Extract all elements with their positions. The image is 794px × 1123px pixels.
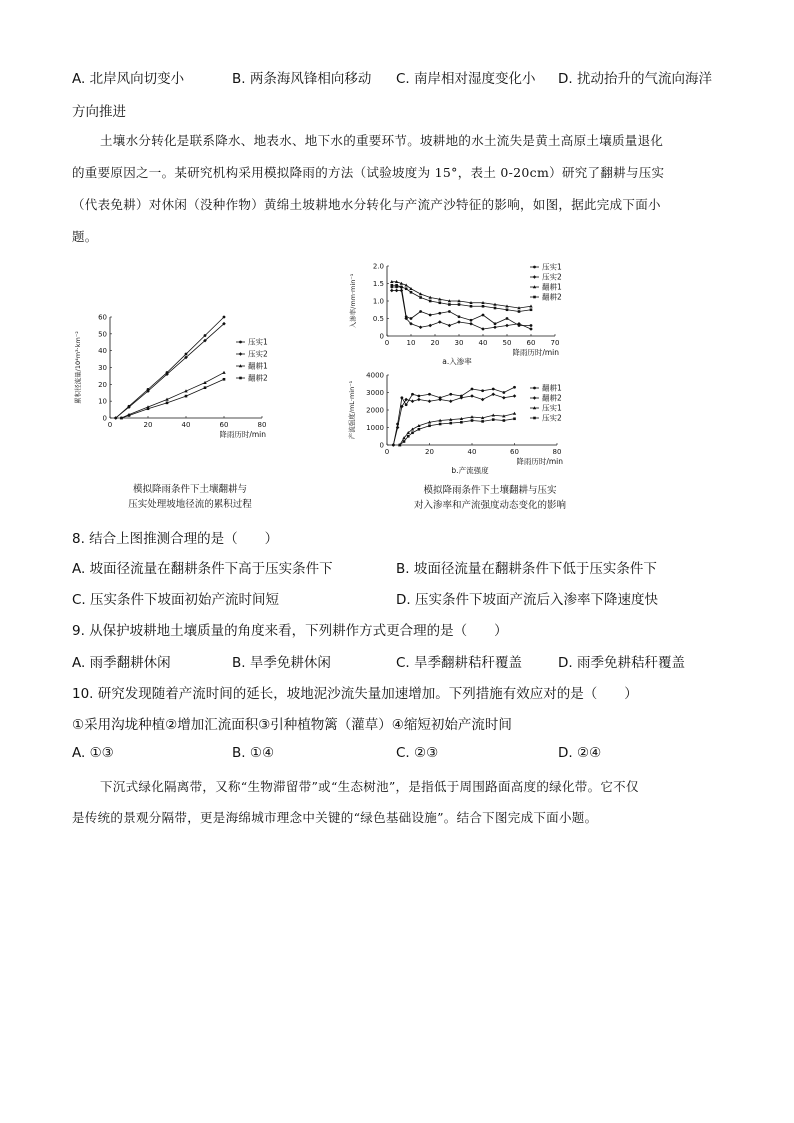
x-axis-label: 降雨历时/min <box>516 457 563 466</box>
infiltration-rate-chart <box>345 258 585 366</box>
data-point <box>185 353 188 356</box>
y-axis-label: 入渗率/mm·min⁻¹ <box>349 273 357 329</box>
data-point <box>492 388 495 391</box>
y-tick-label: 0 <box>102 414 107 423</box>
data-point <box>529 304 532 307</box>
x-tick-label: 0 <box>107 421 113 429</box>
x-tick-label: 20 <box>143 421 153 429</box>
legend-entry: 压实1 <box>542 403 562 413</box>
passage1-line4: 题。 <box>72 229 98 244</box>
y-tick-label: 30 <box>98 364 107 372</box>
data-point <box>448 303 451 306</box>
y-tick-label: 0 <box>379 441 384 450</box>
x-tick-label: 60 <box>219 421 229 429</box>
data-point <box>502 396 506 400</box>
x-tick-label: 80 <box>552 448 562 456</box>
data-point <box>482 314 485 317</box>
left-figure-caption <box>100 482 280 512</box>
data-point <box>120 417 123 420</box>
y-tick-label: 40 <box>98 347 107 356</box>
y-tick-label: 1.5 <box>372 280 384 288</box>
y-tick-label: 60 <box>98 313 107 322</box>
q10-option-a: A. ①③ <box>72 745 114 761</box>
legend-entry: 翻耕2 <box>542 393 562 403</box>
data-point <box>410 317 413 320</box>
data-point <box>418 428 421 431</box>
q9-option-d: D. 雨季免耕秸秆覆盖 <box>558 655 685 671</box>
data-point <box>506 317 509 320</box>
series-line-3 <box>392 282 531 308</box>
data-point <box>518 310 521 313</box>
x-tick-label: 0 <box>384 448 390 456</box>
series-line-2 <box>392 291 531 330</box>
q7-option-b: B. 两条海风锋相向移动 <box>232 71 372 87</box>
data-point <box>395 284 398 287</box>
x-tick-label: 60 <box>526 339 536 347</box>
data-point <box>493 325 497 329</box>
data-point <box>223 378 226 381</box>
data-point <box>530 308 533 311</box>
data-point <box>492 418 495 421</box>
q9-option-b: B. 旱季免耕休闲 <box>232 655 331 671</box>
q10-option-c: C. ②③ <box>396 745 439 761</box>
data-point <box>471 388 474 391</box>
data-point <box>438 320 442 324</box>
legend-entry: 压实2 <box>542 413 562 423</box>
data-point <box>403 440 406 443</box>
x-tick-label: 20 <box>425 448 434 456</box>
data-point <box>513 386 516 389</box>
data-point <box>481 327 485 331</box>
data-point <box>460 421 463 424</box>
data-point <box>392 443 396 447</box>
data-point <box>471 419 474 422</box>
q9-stem: 9. 从保护坡耕地土壤质量的角度来看，下列耕作方式更合理的是（ ） <box>72 623 508 639</box>
data-point <box>439 301 442 304</box>
data-point <box>147 407 150 410</box>
left-caption-line1: 模拟降雨条件下土壤翻耕与 <box>132 484 247 495</box>
x-tick-label: 30 <box>454 339 464 347</box>
y-tick-label: 0.5 <box>372 315 384 323</box>
chart-title: b.产流强度 <box>451 466 489 475</box>
data-point <box>417 395 420 398</box>
data-point <box>494 322 497 325</box>
legend-marker <box>533 296 536 299</box>
y-tick-label: 4000 <box>366 371 384 380</box>
legend-marker <box>239 377 242 380</box>
data-point <box>439 423 442 426</box>
data-point <box>391 284 394 287</box>
x-tick-label: 0 <box>384 339 390 347</box>
q7-option-d-continued: 方向推进 <box>72 104 126 120</box>
q8-stem: 8. 结合上图推测合理的是（ ） <box>72 531 279 547</box>
legend-entry: 翻耕2 <box>542 292 562 302</box>
x-tick-label: 70 <box>550 339 560 347</box>
x-tick-label: 10 <box>406 339 416 347</box>
data-point <box>390 289 394 293</box>
data-point <box>419 325 423 329</box>
q7-option-c: C. 南岸相对湿度变化小 <box>396 71 536 87</box>
data-point <box>513 394 517 398</box>
legend-entry: 翻耕2 <box>248 373 268 383</box>
x-axis-label: 降雨历时/min <box>219 430 266 439</box>
x-tick-label: 80 <box>257 421 267 429</box>
q8-option-b: B. 坡面径流量在翻耕条件下低于压实条件下 <box>396 561 657 577</box>
q8-option-c: C. 压实条件下坡面初始产流时间短 <box>72 592 280 608</box>
left-caption-line2: 压实处理坡地径流的累积过程 <box>128 499 252 510</box>
y-tick-label: 0 <box>379 332 384 341</box>
y-tick-label: 20 <box>98 380 107 389</box>
chart-title: a.入渗率 <box>442 357 472 366</box>
cumulative-runoff-chart <box>70 305 285 450</box>
y-tick-label: 1000 <box>366 424 384 432</box>
data-point <box>491 392 495 396</box>
right-caption-line1: 模拟降雨条件下土壤翻耕与压实 <box>423 485 557 496</box>
data-point <box>494 307 497 310</box>
data-point <box>449 422 452 425</box>
data-point <box>410 291 413 294</box>
data-point <box>407 435 410 438</box>
data-point <box>458 315 461 318</box>
q7-option-d: D. 扰动抬升的气流向海洋 <box>558 71 712 87</box>
data-point <box>428 399 432 403</box>
y-axis-label: 产流强度/mL·min⁻¹ <box>348 380 356 440</box>
data-point <box>128 414 131 417</box>
q8-option-a: A. 坡面径流量在翻耕条件下高于压实条件下 <box>72 561 333 577</box>
right-figure-caption <box>385 483 595 513</box>
q9-option-a: A. 雨季翻耕休闲 <box>72 655 171 671</box>
data-point <box>223 316 226 319</box>
data-point <box>395 289 399 293</box>
data-point <box>481 398 485 402</box>
q10-items: ①采用沟垅种植②增加汇流面积③引种植物篱（灌草）④缩短初始产流时间 <box>72 717 512 733</box>
legend-entry: 翻耕1 <box>248 361 268 371</box>
q7-option-a: A. 北岸风向切变小 <box>72 71 185 87</box>
data-point <box>400 396 403 399</box>
data-point <box>405 403 408 406</box>
y-tick-label: 2000 <box>366 406 384 415</box>
data-point <box>429 314 432 317</box>
q10-option-d: D. ②④ <box>558 745 602 761</box>
passage1-line3: （代表免耕）对休闲（没种作物）黄绵土坡耕地水分转化与产流产沙特征的影响，如图，据此完成下面小 <box>72 197 661 212</box>
x-tick-label: 50 <box>502 339 512 347</box>
legend-entry: 翻耕1 <box>542 282 562 292</box>
data-point <box>481 420 484 423</box>
data-point <box>185 395 188 398</box>
legend-marker <box>533 387 536 390</box>
series-line-3 <box>400 414 515 446</box>
legend-marker <box>533 266 536 269</box>
series-line-3 <box>121 373 224 418</box>
data-point <box>530 324 533 327</box>
legend-marker <box>533 396 537 400</box>
data-point <box>404 398 408 402</box>
data-point <box>411 393 414 396</box>
data-point <box>529 327 533 331</box>
passage2-line2: 是传统的景观分隔带，更是海绵城市理念中关键的“绿色基础设施”。结合下图完成下面小题。 <box>72 810 598 825</box>
q10-option-b: B. ①④ <box>232 745 275 761</box>
data-point <box>222 371 225 374</box>
legend-marker <box>239 341 242 344</box>
data-point <box>469 322 473 326</box>
series-line-1 <box>116 317 224 418</box>
data-point <box>458 303 461 306</box>
data-point <box>428 424 431 427</box>
data-point <box>204 334 207 337</box>
data-point <box>513 412 516 415</box>
legend-entry: 压实1 <box>542 262 562 272</box>
x-axis-label: 降雨历时/min <box>512 348 559 357</box>
passage1-line2: 的重要原因之一。某研究机构采用模拟降雨的方法（试验坡度为 15°，表土 0-20cm）研究了翻耕与压实 <box>72 165 665 180</box>
data-point <box>513 417 516 420</box>
data-point <box>411 431 414 434</box>
data-point <box>449 393 452 396</box>
data-point <box>400 289 404 293</box>
data-point <box>429 300 432 303</box>
passage1-line1: 土壤水分转化是联系降水、地表水、地下水的重要环节。坡耕地的水土流失是黄土高原土壤质量退化 <box>100 133 664 148</box>
data-point <box>204 386 207 389</box>
series-line-4 <box>392 285 531 311</box>
data-point <box>419 296 422 299</box>
legend-entry: 压实1 <box>248 337 268 347</box>
legend-marker <box>533 417 536 420</box>
data-point <box>166 402 169 405</box>
series-line-4 <box>121 379 224 418</box>
q10-stem: 10. 研究发现随着产流时间的延长，坡地泥沙流失量加速增加。下列措施有效应对的是（ ） <box>72 686 638 702</box>
data-point <box>481 389 484 392</box>
legend-entry: 压实2 <box>248 349 268 359</box>
y-tick-label: 1.0 <box>372 297 384 306</box>
data-point <box>449 399 453 403</box>
x-tick-label: 40 <box>467 448 477 456</box>
runoff-intensity-chart <box>345 367 585 475</box>
data-point <box>503 419 506 422</box>
data-point <box>470 319 473 322</box>
legend-marker <box>533 275 537 279</box>
series-line-4 <box>400 419 515 445</box>
data-point <box>448 310 451 313</box>
legend-entry: 翻耕1 <box>542 383 562 393</box>
y-tick-label: 50 <box>98 330 107 339</box>
data-point <box>505 324 509 328</box>
y-axis-label: 累积径流量/10⁴m³·km⁻² <box>74 331 82 404</box>
legend-marker <box>239 352 243 356</box>
data-point <box>448 324 452 328</box>
data-point <box>482 305 485 308</box>
data-point <box>428 393 431 396</box>
q8-option-d: D. 压实条件下坡面产流后入渗率下降速度快 <box>396 592 658 608</box>
legend-entry: 压实2 <box>542 272 562 282</box>
data-point <box>411 399 415 403</box>
y-tick-label: 2.0 <box>372 262 384 271</box>
x-tick-label: 40 <box>478 339 488 347</box>
x-tick-label: 20 <box>430 339 440 347</box>
q9-option-c: C. 旱季翻耕秸秆覆盖 <box>396 655 523 671</box>
data-point <box>502 391 505 394</box>
passage2-line1: 下沉式绿化隔离带，又称“生物滞留带”或“生态树池”，是指低于周围路面高度的绿化带。它不仅 <box>100 779 639 794</box>
data-point <box>438 312 441 315</box>
data-point <box>506 308 509 311</box>
data-point <box>417 398 421 402</box>
x-tick-label: 40 <box>181 421 191 429</box>
data-point <box>457 320 461 324</box>
data-point <box>419 310 422 313</box>
right-caption-line2: 对入渗率和产流强度动态变化的影响 <box>413 500 566 511</box>
data-point <box>405 287 408 290</box>
y-tick-label: 10 <box>98 397 107 406</box>
data-point <box>400 286 403 289</box>
y-tick-label: 3000 <box>366 389 384 397</box>
data-point <box>428 324 432 328</box>
data-point <box>470 305 473 308</box>
x-tick-label: 60 <box>510 448 519 456</box>
series-line-1 <box>393 387 514 445</box>
data-point <box>398 444 401 447</box>
data-point <box>470 394 474 398</box>
